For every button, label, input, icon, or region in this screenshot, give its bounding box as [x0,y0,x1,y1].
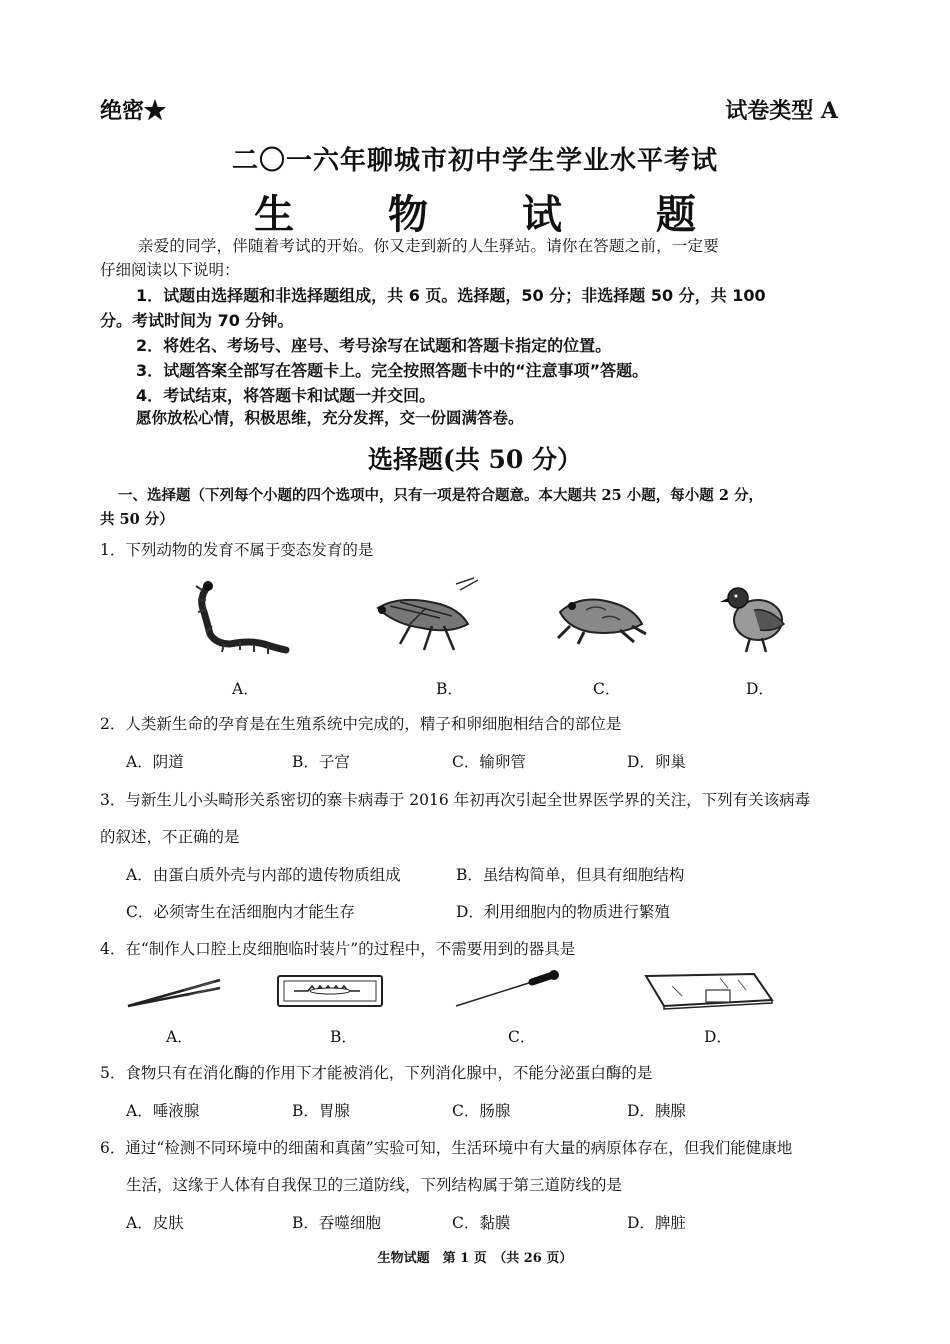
q1-option-b-label: B． [436,680,463,698]
tweezers-image [124,976,224,1010]
dropper-image [452,970,562,1010]
q4-option-a-label: A． [166,1028,193,1046]
q6-option-b: B．吞噬细胞 [292,1214,381,1232]
question-3-stem-line2: 的叙述，不正确的是 [100,828,240,846]
q5-option-d: D．胰腺 [627,1102,686,1120]
question-6-stem-line2: 生活，这缘于人体有自我保卫的三道防线，下列结构属于第三道防线的是 [126,1176,623,1194]
glass-slide-image [642,970,774,1010]
q4-option-c-label: C． [508,1028,536,1046]
intro-greeting-line2: 仔细阅读以下说明： [100,261,240,279]
q6-option-a: A．皮肤 [126,1214,184,1232]
instruction-1-line2: 分。考试时间为 70 分钟。 [100,311,294,330]
section-desc-line2: 共 50 分） [100,511,174,528]
secrecy-label: 绝密★ [100,98,167,124]
q3-option-c: C．必须寄生在活细胞内才能生存 [126,903,355,921]
q4-option-b-label: B． [330,1028,357,1046]
instruction-3: 3．试题答案全部写在答题卡上。完全按照答题卡中的“注意事项”答题。 [136,361,649,380]
q2-option-b: B．子宫 [292,753,350,771]
q5-option-a: A．唾液腺 [126,1102,200,1120]
question-3-stem-line1: 3．与新生儿小头畸形关系密切的寨卡病毒于 2016 年初再次引起全世界医学界的关注，下列有关该病毒 [100,791,811,809]
instruction-1-line1: 1．试题由选择题和非选择题组成，共 6 页。选择题，50 分；非选择题 50 分，共 100 [136,286,766,305]
q2-option-c: C．输卵管 [452,753,526,771]
q6-option-c: C．黏膜 [452,1214,511,1232]
section-title: 选择题(共 50 分） [367,445,583,474]
question-4-stem: 4．在“制作人口腔上皮细胞临时装片”的过程中，不需要用到的器具是 [100,940,576,958]
caterpillar-image [190,578,290,658]
q1-option-a-label: A． [232,680,259,698]
q1-option-d-label: D． [746,680,774,698]
q1-option-c-label: C． [593,680,621,698]
grasshopper-image [370,578,480,658]
razor-blade-image [276,974,384,1008]
exam-title: 二〇一六年聊城市初中学生学业水平考试 [231,146,718,176]
q4-option-d-label: D． [704,1028,732,1046]
question-1-stem: 1．下列动物的发育不属于变态发育的是 [100,541,374,559]
frog-image [550,588,650,648]
instruction-2: 2．将姓名、考场号、座号、考号涂写在试题和答题卡指定的位置。 [136,336,612,355]
subject-title: 生 物 试 题 [254,191,736,238]
q3-option-a: A．由蛋白质外壳与内部的遗传物质组成 [126,866,401,884]
page-footer: 生物试题 第 1 页 （共 26 页） [377,1251,573,1266]
paper-type-label: 试卷类型 A [725,98,838,124]
q3-option-b: B．虽结构简单，但具有细胞结构 [456,866,685,884]
q5-option-c: C．肠腺 [452,1102,511,1120]
q2-option-d: D．卵巢 [627,753,686,771]
pigeon-image [718,580,794,656]
intro-greeting-line1: 亲爱的同学，伴随着考试的开始。你又走到新的人生驿站。请你在答题之前，一定要 [138,237,719,255]
q2-option-a: A．阴道 [126,753,184,771]
instruction-4: 4．考试结束，将答题卡和试题一并交回。 [136,386,436,405]
question-2-stem: 2．人类新生命的孕育是在生殖系统中完成的，精子和卵细胞相结合的部位是 [100,715,622,733]
q5-option-b: B．胃腺 [292,1102,350,1120]
section-desc-line1: 一、选择题（下列每个小题的四个选项中，只有一项是符合题意。本大题共 25 小题，每小题 2 分， [118,487,763,504]
question-6-stem-line1: 6．通过“检测不同环境中的细菌和真菌”实验可知，生活环境中有大量的病原体存在，但我们能健康地 [100,1139,793,1157]
question-5-stem: 5．食物只有在消化酶的作用下才能被消化，下列消化腺中，不能分泌蛋白酶的是 [100,1064,653,1082]
wish-text: 愿你放松心情，积极思维，充分发挥，交一份圆满答卷。 [136,408,524,427]
q3-option-d: D．利用细胞内的物质进行繁殖 [456,903,670,921]
q6-option-d: D．脾脏 [627,1214,686,1232]
